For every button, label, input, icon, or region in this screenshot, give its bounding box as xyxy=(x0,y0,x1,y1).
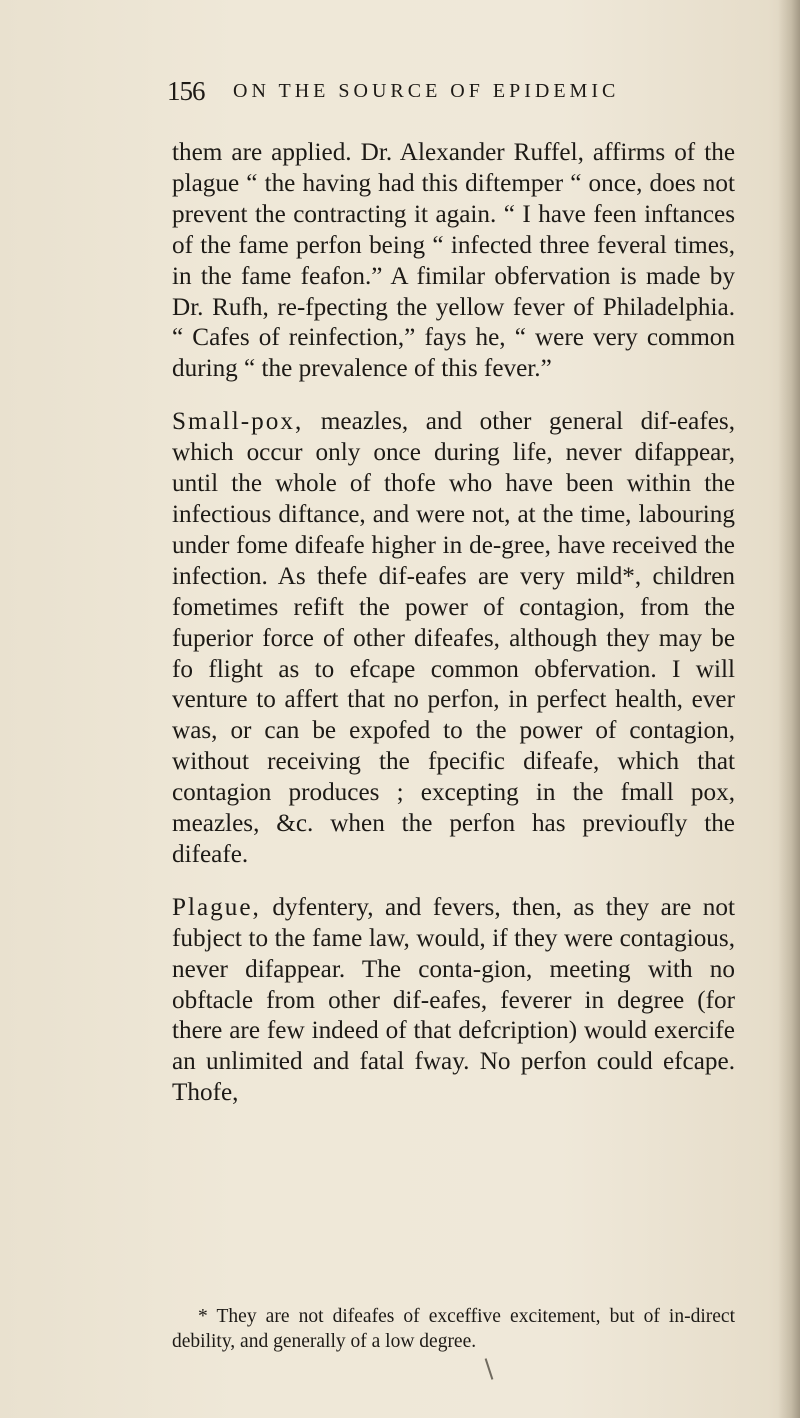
paragraph-3-lead: Plague, xyxy=(172,893,261,921)
page-number: 156 xyxy=(167,76,205,106)
paragraph-3-text: dyfentery, and fevers, then, as they are not fubject to the fame law, would, if they were contagious, never difappear. The conta-gion, meeting with no obftacle from other dif-eafes, feverer in degree (for there are few indeed of that defcription) would exercife an unlimited and fatal fway. No perfon could efcape. Thofe, xyxy=(172,893,735,1107)
paragraph-2-text: meazles, and other general dif-eafes, which occur only once during life, never difappear, until the whole of thofe who have been within the infectious diftance, and were not, at the time, labouring under fome difeafe higher in de-gree, have received the infection. As thefe dif-eafes are very mild*, children fometimes refift the power of contagion, from the fuperior force of other difeafes, although they may be fo flight as to efcape common obfervation. I will venture to affert that no perfon, in perfect health, ever was, or can be expofed to the power of contagion, without receiving the fpecific difeafe, which that contagion produces ; excepting in the fmall pox, meazles, &c. when the perfon has previoufly the difeafe. xyxy=(172,408,735,868)
running-head-title: ON THE SOURCE OF EPIDEMIC xyxy=(233,80,620,102)
page-edge-shadow xyxy=(778,0,800,1418)
body-text xyxy=(172,138,735,1109)
running-head xyxy=(167,76,727,112)
footnote: * They are not difeafes of exceffive excitement, but of in-direct debility, and generally of a low degree. xyxy=(172,1306,735,1352)
stray-pen-mark xyxy=(485,1358,494,1380)
paragraph-2-lead: Small-pox, xyxy=(172,408,304,436)
paragraph-2 xyxy=(172,407,735,871)
paragraph-1: them are applied. Dr. Alexander Ruffel, affirms of the plague “ the having had this diftemper “ once, does not prevent the contracting it again. “ I have feen inftances of the fame perfon being “ infected three feveral times, in the fame feafon.” A fimilar obfervation is made by Dr. Rufh, re-fpecting the yellow fever of Philadelphia. “ Cafes of reinfection,” fays he, “ were very common during “ the prevalence of this fever.” xyxy=(172,139,735,383)
paragraph-3 xyxy=(172,893,735,1109)
